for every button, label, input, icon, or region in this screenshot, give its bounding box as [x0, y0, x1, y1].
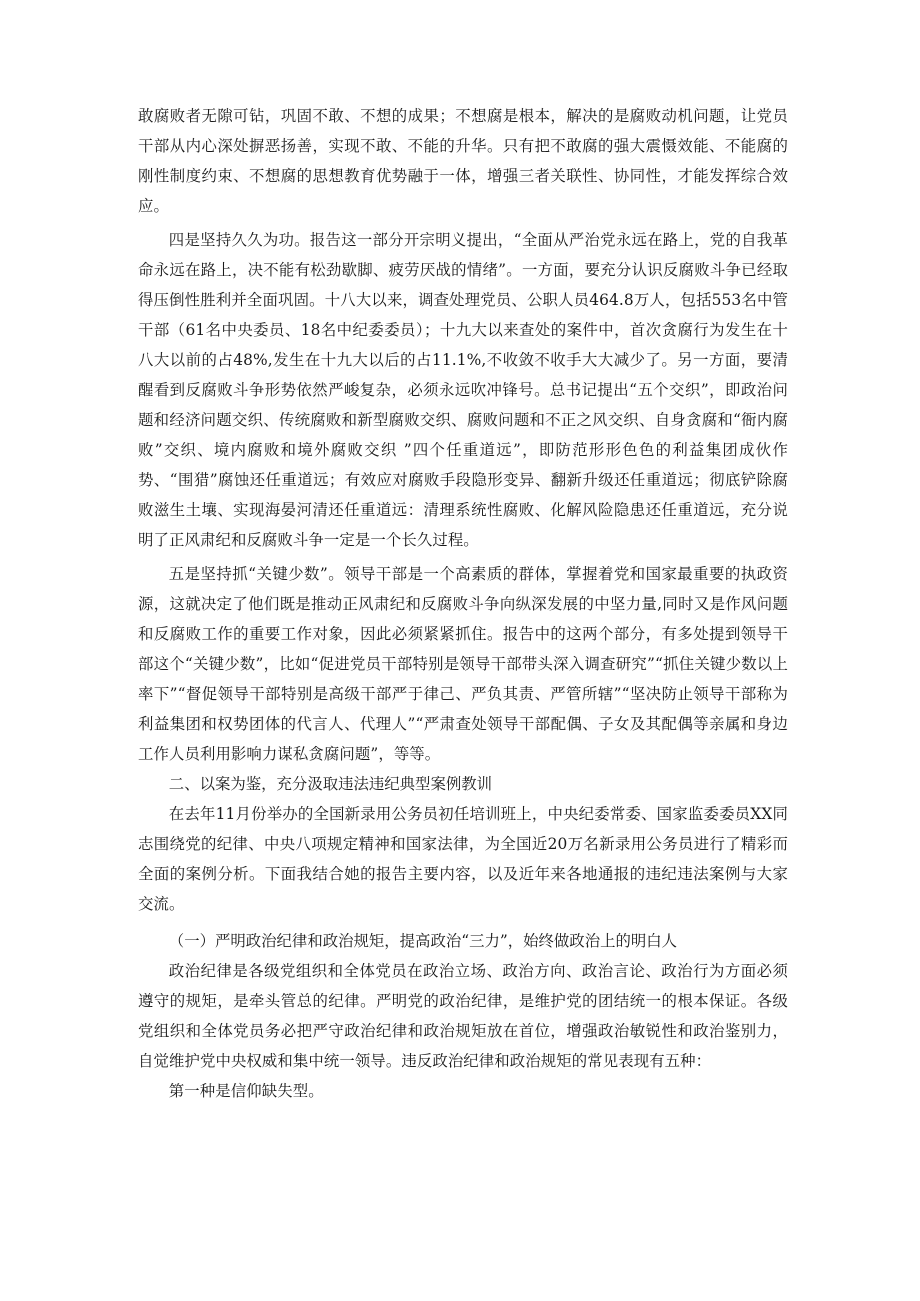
paragraph-continuation: 敢腐败者无隙可钻，巩固不敢、不想的成果；不想腐是根本，解决的是腐败动机问题，让党员干部从内心深处摒恶扬善，实现不敢、不能的升华。只有把不敢腐的强大震慑效能、不能腐的刚性制度约束、不想腐的思想教育优势融于一体，增强三者关联性、协同性，才能发挥综合效应。: [138, 107, 788, 215]
paragraph-political-discipline: 政治纪律是各级党组织和全体党员在政治立场、政治方向、政治言论、政治行为方面必须遵守的规矩，是牵头管总的纪律。严明党的政治纪律，是维护党的团结统一的根本保证。各级党组织和全体党员务必把严守政治纪律和政治规矩放在首位，增强政治敏锐性和政治鉴别力，自觉维护党中央权威和集中统一领导。违反政治纪律和政治规矩的常见表现有五种：: [138, 962, 788, 1070]
subsection-heading: （一）严明政治纪律和政治规矩，提高政治“三力”，始终做政治上的明白人: [168, 932, 678, 950]
document-page: [138, 101, 788, 1106]
paragraph-section-intro: 在去年11月份举办的全国新录用公务员初任培训班上，中央纪委常委、国家监委委员XX同志围绕党的纪律、中央八项规定精神和国家法律，为全国近20万名新录用公务员进行了精彩而全面的案例分析。下面我结合她的报告主要内容，以及近年来各地通报的违纪违法案例与大家交流。: [138, 805, 788, 913]
paragraph-point-five: 五是坚持抓“关键少数”。领导干部是一个高素质的群体，掌握着党和国家最重要的执政资源，这就决定了他们既是推动正风肃纪和反腐败斗争向纵深发展的中坚力量,同时又是作风问题和反腐败工作的重要工作对象，因此必须紧紧抓住。报告中的这两个部分，有多处提到领导干部这个“关键少数”，比如“促进党员干部特别是领导干部带头深入调查研究”“抓住关键少数以上率下”“督促领导干部特别是高级干部严于律己、严负其责、严管所辖”“坚决防止领导干部称为利益集团和权势团体的代言人、代理人”“严肃查处领导干部配偶、子女及其配偶等亲属和身边工作人员利用影响力谋私贪腐问题”，等等。: [138, 565, 788, 763]
paragraph-point-four: 四是坚持久久为功。报告这一部分开宗明义提出，“全面从严治党永远在路上，党的自我革命永远在路上，决不能有松劲歇脚、疲劳厌战的情绪”。一方面，要充分认识反腐败斗争已经取得压倒性胜利并全面巩固。十八大以来，调查处理党员、公职人员464.8万人，包括553名中管干部（61名中央委员、18名中纪委委员）；十九大以来查处的案件中，首次贪腐行为发生在十八大以前的占48%,发生在十九大以后的占11.1%,不收敛不收手大大减少了。另一方面，要清醒看到反腐败斗争形势依然严峻复杂，必须永远吹冲锋号。总书记提出“五个交织”，即政治问题和经济问题交织、传统腐败和新型腐败交织、腐败问题和不正之风交织、自身贪腐和“衙内腐败”交织、境内腐败和境外腐败交织 ”四个任重道远”，即防范形形色色的利益集团成伙作势、“围猎”腐蚀还任重道远；有效应对腐败手段隐形变异、翻新升级还任重道远；彻底铲除腐败滋生土壤、实现海晏河清还任重道远：清理系统性腐败、化解风险隐患还任重道远，充分说明了正风肃纪和反腐败斗争一定是一个长久过程。: [138, 231, 788, 549]
paragraph-first-type: 第一种是信仰缺失型。: [168, 1082, 324, 1100]
section-heading: 二、以案为鉴，充分汲取违法违纪典型案例教训: [168, 775, 493, 793]
